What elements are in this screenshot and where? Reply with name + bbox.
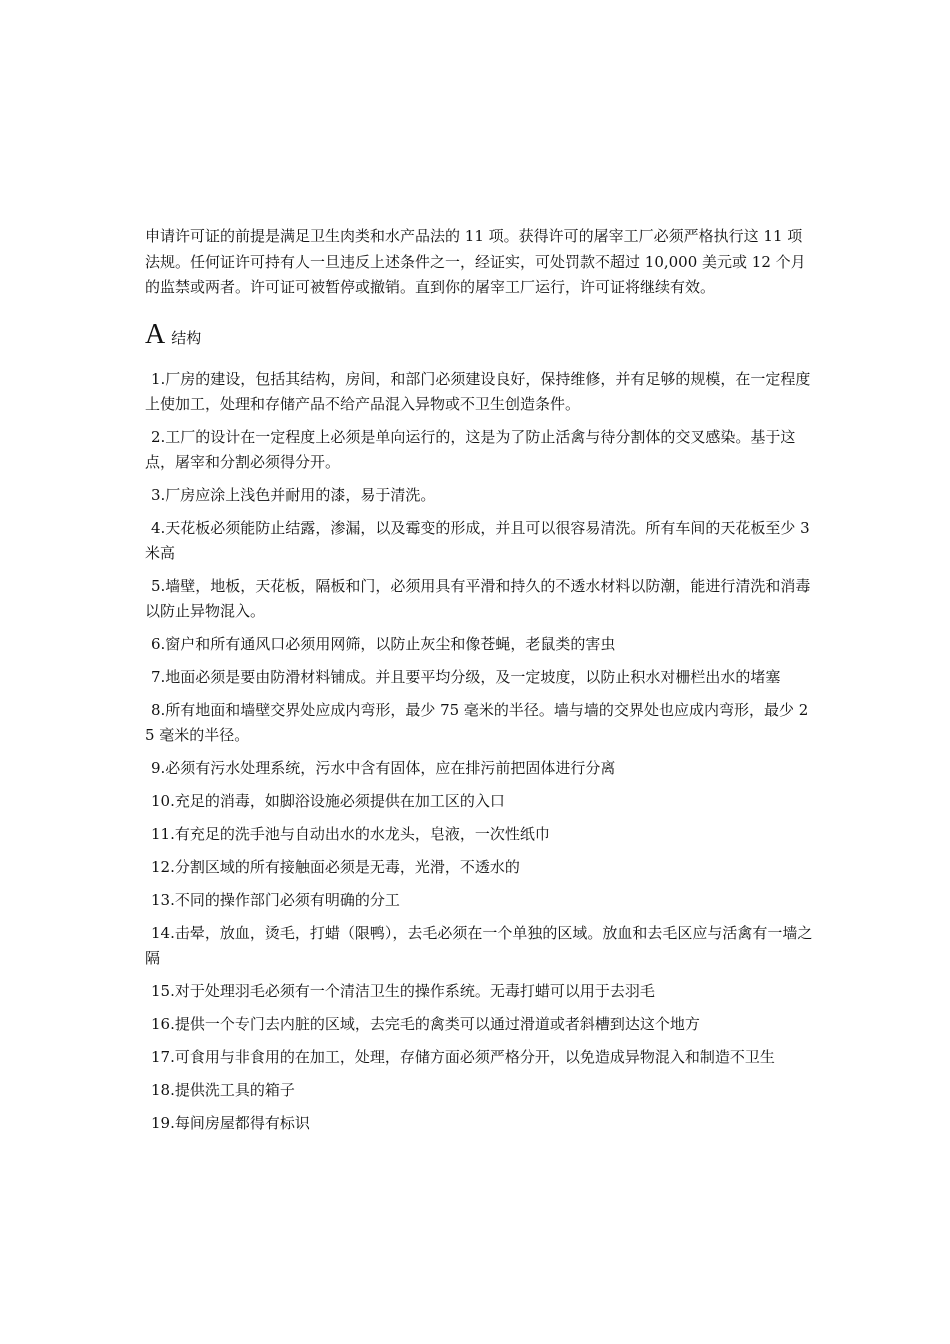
list-item: 14.击晕，放血，烫毛，打蜡（限鸭），去毛必须在一个单独的区域。放血和去毛区应与活禽有一墙之隔 [145, 923, 813, 967]
list-item: 1.厂房的建设，包括其结构，房间，和部门必须建设良好，保持维修，并有足够的规模，在一定程度上使加工，处理和存储产品不给产品混入异物或不卫生创造条件。 [145, 369, 811, 413]
requirements-list [145, 367, 815, 1136]
list-item: 16.提供一个专门去内脏的区域，去完毛的禽类可以通过滑道或者斜槽到达这个地方 [151, 1014, 700, 1033]
list-item: 13.不同的操作部门必须有明确的分工 [151, 890, 400, 909]
list-item: 8.所有地面和墙壁交界处应成内弯形，最少 75 毫米的半径。墙与墙的交界处也应成内弯形，最少 25 毫米的半径。 [145, 700, 809, 744]
list-item: 6.窗户和所有通风口必须用网筛，以防止灰尘和像苍蝇，老鼠类的害虫 [151, 634, 616, 653]
list-item: 4.天花板必须能防止结露，渗漏，以及霉变的形成，并且可以很容易清洗。所有车间的天花板至少 3 米高 [145, 518, 810, 562]
document-page [145, 224, 815, 1144]
list-item: 7.地面必须是要由防滑材料铺成。并且要平均分级，及一定坡度，以防止积水对栅栏出水的堵塞 [151, 667, 781, 686]
section-heading [145, 315, 815, 355]
list-item: 3.厂房应涂上浅色并耐用的漆，易于清洗。 [151, 485, 436, 504]
list-item: 15.对于处理羽毛必须有一个清洁卫生的操作系统。无毒打蜡可以用于去羽毛 [151, 981, 655, 1000]
intro-paragraph: 申请许可证的前提是满足卫生肉类和水产品法的 11 项。获得许可的屠宰工厂必须严格执行这 11 项法规。任何证许可持有人一旦违反上述条件之一，经证实，可处罚款不超过 10,000 美元或 12 个月的监禁或两者。许可证可被暂停或撤销。直到你的屠宰工厂运行，许可证将继续有效。 [145, 227, 806, 296]
list-item: 9.必须有污水处理系统，污水中含有固体，应在排污前把固体进行分离 [151, 758, 616, 777]
list-item: 5.墙壁，地板，天花板，隔板和门，必须用具有平滑和持久的不透水材料以防潮，能进行清洗和消毒以防止异物混入。 [145, 576, 811, 620]
section-letter: A [145, 318, 166, 350]
list-item: 12.分割区域的所有接触面必须是无毒，光滑，不透水的 [151, 857, 520, 876]
list-item: 10.充足的消毒，如脚浴设施必须提供在加工区的入口 [151, 791, 505, 810]
list-item: 2.工厂的设计在一定程度上必须是单向运行的，这是为了防止活禽与待分割体的交叉感染。基于这点，屠宰和分割必须得分开。 [145, 427, 796, 471]
list-item: 11.有充足的洗手池与自动出水的水龙头，皂液，一次性纸巾 [151, 824, 550, 843]
list-item: 19.每间房屋都得有标识 [151, 1113, 310, 1132]
section-title: 结构 [171, 328, 202, 347]
list-item: 17.可食用与非食用的在加工，处理，存储方面必须严格分开，以免造成异物混入和制造不卫生 [151, 1047, 775, 1066]
list-item: 18.提供洗工具的箱子 [151, 1080, 295, 1099]
